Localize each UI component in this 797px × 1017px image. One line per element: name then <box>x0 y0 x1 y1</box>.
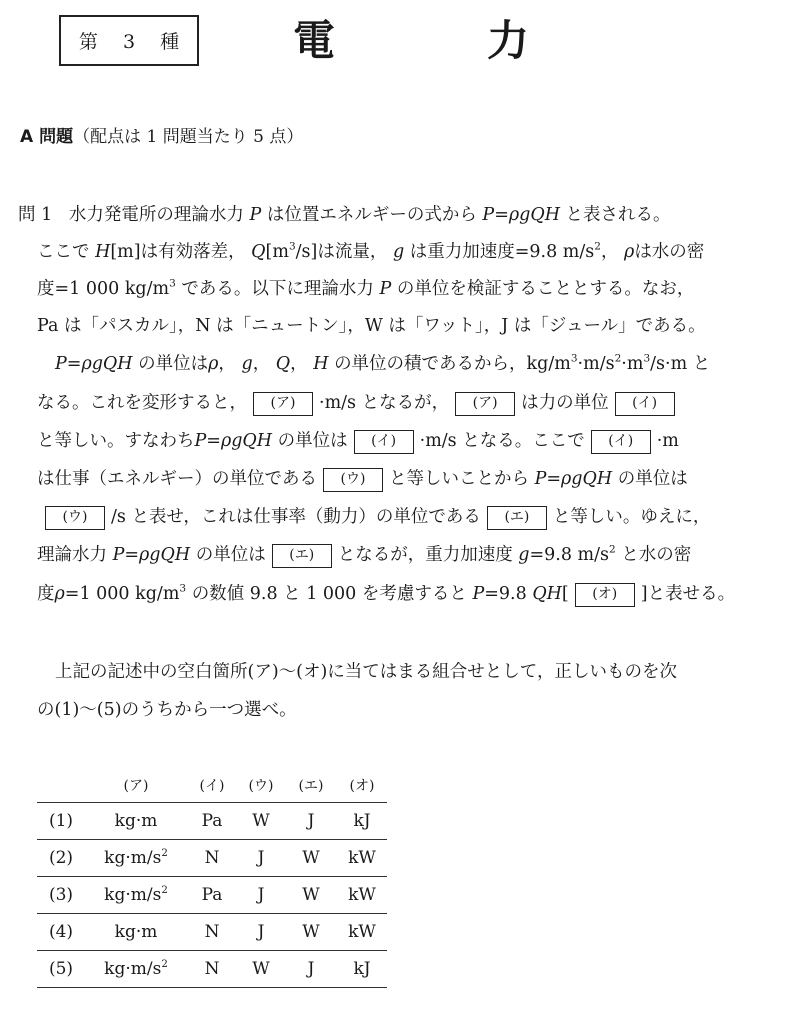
question-line-10: 理論水力 P=ρgQH の単位は (エ) となるが，重力加速度 g=9.8 $m/s^2$ と水の密 <box>37 543 691 567</box>
subject-char-1: 電 <box>293 16 336 65</box>
option-b: Pa <box>187 803 237 840</box>
question-line-6: なる。これを変形すると， (ア) ·m/s となるが， (ア) は力の単位 (イ) <box>37 391 681 415</box>
question-line-1: 問 1 水力発電所の理論水力 P は位置エネルギーの式から P=ρgQH と表される。 <box>18 205 671 225</box>
option-e: kW <box>337 840 387 877</box>
table-header: (エ) <box>298 778 324 794</box>
option-c: W <box>237 951 285 988</box>
option-c: J <box>237 914 285 951</box>
option-e: kW <box>337 877 387 914</box>
option-c: J <box>237 877 285 914</box>
table-header: (ア) <box>123 778 149 794</box>
blank-e: (オ) <box>575 583 635 607</box>
option-d: W <box>285 877 337 914</box>
table-row <box>37 803 387 840</box>
blank-b: (イ) <box>591 430 651 454</box>
option-number: (5) <box>37 951 85 988</box>
table-header: (オ) <box>349 778 375 794</box>
option-d: J <box>285 803 337 840</box>
blank-b: (イ) <box>615 392 675 416</box>
table-header: (ウ) <box>248 778 274 794</box>
section-note: （配点は 1 問題当たり 5 点） <box>73 127 304 147</box>
subject-char-2: 力 <box>487 16 530 65</box>
table-row <box>37 840 387 877</box>
question-line-7: と等しい。すなわちP=ρgQH の単位は (イ) ·m/s となる。ここで (イ) ·m <box>37 429 679 453</box>
section-heading <box>20 124 303 150</box>
category-box <box>59 15 199 66</box>
table-row <box>37 877 387 914</box>
option-c: W <box>237 803 285 840</box>
instruction-line-2: の(1)〜(5)のうちから一つ選べ。 <box>37 700 297 720</box>
blank-c: (ウ) <box>45 506 105 530</box>
table-header: (イ) <box>199 778 225 794</box>
section-title: A 問題 <box>20 127 74 147</box>
blank-a: (ア) <box>455 392 515 416</box>
question-number: 問 1 <box>18 205 53 225</box>
question-line-9: (ウ) /s と表せ，これは仕事率（動力）の単位である (エ) と等しい。ゆえに， <box>37 505 710 529</box>
option-number: (1) <box>37 803 85 840</box>
option-d: W <box>285 914 337 951</box>
question-line-8: は仕事（エネルギー）の単位である (ウ) と等しいことから P=ρgQH の単位は <box>37 467 688 491</box>
option-e: kJ <box>337 951 387 988</box>
option-number: (3) <box>37 877 85 914</box>
blank-c: (ウ) <box>323 468 383 492</box>
answer-table <box>37 768 387 988</box>
table-header <box>37 768 85 803</box>
question-line-5: P=ρgQH の単位はρ， g， Q， H の単位の積であるから，$kg/m^3\cdot m/s^2\cdot m^3/s\cdot m$ と <box>55 352 711 374</box>
option-number: (2) <box>37 840 85 877</box>
option-a: kg·m <box>85 803 187 840</box>
option-a: kg·m <box>85 914 187 951</box>
option-e: kW <box>337 914 387 951</box>
option-b: N <box>187 951 237 988</box>
question-line-4: Pa は「パスカル」，N は「ニュートン」，W は「ワット」，J は「ジュール」である。 <box>37 316 706 336</box>
option-d: W <box>285 840 337 877</box>
option-a: $kg\cdot m/s^2$ <box>85 951 187 988</box>
question-line-3: 度=1 000 $kg/m^3$ である。以下に理論水力 P の単位を検証することとする。なお， <box>37 277 695 299</box>
option-b: Pa <box>187 877 237 914</box>
option-c: J <box>237 840 285 877</box>
blank-b: (イ) <box>354 430 414 454</box>
question-line-11: 度ρ=1 000 $kg/m^3$ の数値 9.8 と 1 000 を考慮すると P=9.8 QH[ (オ) ]と表せる。 <box>37 582 735 606</box>
option-a: $kg\cdot m/s^2$ <box>85 877 187 914</box>
table-header-row <box>37 768 387 803</box>
instruction-line-1: 上記の記述中の空白箇所(ア)〜(オ)に当てはまる組合せとして，正しいものを次 <box>55 662 677 682</box>
option-b: N <box>187 840 237 877</box>
option-number: (4) <box>37 914 85 951</box>
question-line-2: ここで H[m]は有効落差， $Q[m^3/s]$は流量， g は重力加速度=9.8 $m/s^2$， ρは水の密 <box>37 240 705 262</box>
option-d: J <box>285 951 337 988</box>
blank-a: (ア) <box>253 392 313 416</box>
option-a: $kg\cdot m/s^2$ <box>85 840 187 877</box>
option-e: kJ <box>337 803 387 840</box>
option-b: N <box>187 914 237 951</box>
blank-d: (エ) <box>272 544 332 568</box>
table-row <box>37 951 387 988</box>
table-row <box>37 914 387 951</box>
blank-d: (エ) <box>487 506 547 530</box>
category-label: 第 3 種 <box>78 31 189 53</box>
